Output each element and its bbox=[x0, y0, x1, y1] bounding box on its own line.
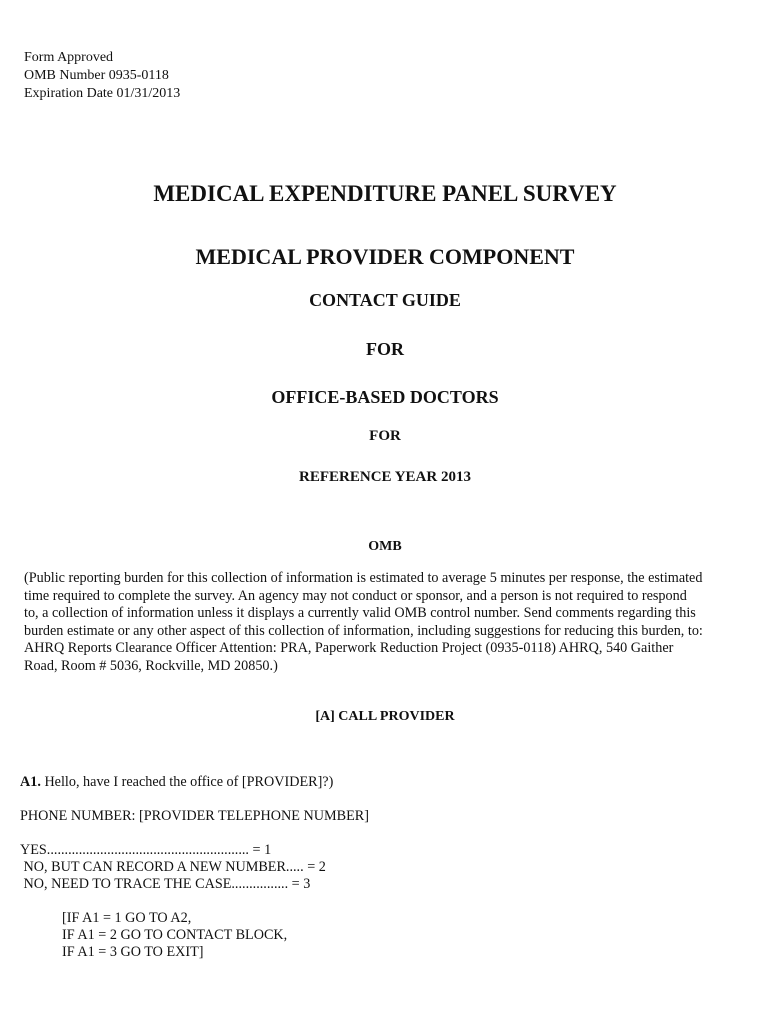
omb-line: AHRQ Reports Clearance Officer Attention: PRA, Paperwork Reduction Project (0935-0118) AHRQ, 540 Gaither bbox=[24, 640, 674, 656]
omb-number-label: OMB Number 0935-0118 bbox=[24, 68, 169, 83]
answer-option-yes: YES......................................................... = 1 bbox=[20, 842, 272, 858]
contact-guide-title: CONTACT GUIDE bbox=[309, 290, 461, 310]
omb-line: to, a collection of information unless it displays a currently valid OMB control number. Send comments regarding this bbox=[24, 605, 696, 621]
answer-option-trace: NO, NEED TO TRACE THE CASE................ = 3 bbox=[20, 876, 311, 892]
for-label-2: FOR bbox=[369, 428, 401, 444]
form-approved-label: Form Approved bbox=[24, 50, 114, 65]
question-text: Hello, have I reached the office of [PROVIDER]?) bbox=[40, 774, 334, 790]
doctors-title: OFFICE-BASED DOCTORS bbox=[271, 387, 499, 407]
phone-number-line: PHONE NUMBER: [PROVIDER TELEPHONE NUMBER] bbox=[20, 808, 369, 824]
component-title: MEDICAL PROVIDER COMPONENT bbox=[195, 244, 575, 269]
reference-year-title: REFERENCE YEAR 2013 bbox=[299, 469, 471, 485]
routing-instruction: IF A1 = 2 GO TO CONTACT BLOCK, bbox=[62, 927, 288, 943]
question-id: A1. bbox=[20, 774, 41, 790]
omb-line: (Public reporting burden for this collection of information is estimated to average 5 minutes per response, the estimated bbox=[24, 570, 703, 586]
routing-instruction: [IF A1 = 1 GO TO A2, bbox=[62, 910, 192, 926]
omb-line: time required to complete the survey. An agency may not conduct or sponsor, and a person is not required to respond bbox=[24, 587, 687, 604]
omb-burden-statement bbox=[24, 570, 754, 675]
call-provider-heading: [A] CALL PROVIDER bbox=[315, 709, 455, 724]
answer-option-new-number: NO, BUT CAN RECORD A NEW NUMBER..... = 2 bbox=[20, 859, 326, 875]
omb-line: burden estimate or any other aspect of this collection of information, including suggestions for reducing this burden, to: bbox=[24, 622, 703, 639]
for-label-1: FOR bbox=[366, 339, 404, 359]
routing-instruction: IF A1 = 3 GO TO EXIT] bbox=[62, 944, 204, 960]
omb-line: Road, Room # 5036, Rockville, MD 20850.) bbox=[24, 657, 278, 674]
omb-heading: OMB bbox=[368, 539, 402, 554]
survey-title: MEDICAL EXPENDITURE PANEL SURVEY bbox=[153, 181, 617, 206]
expiration-date-label: Expiration Date 01/31/2013 bbox=[24, 86, 181, 101]
question-a1 bbox=[20, 774, 333, 791]
